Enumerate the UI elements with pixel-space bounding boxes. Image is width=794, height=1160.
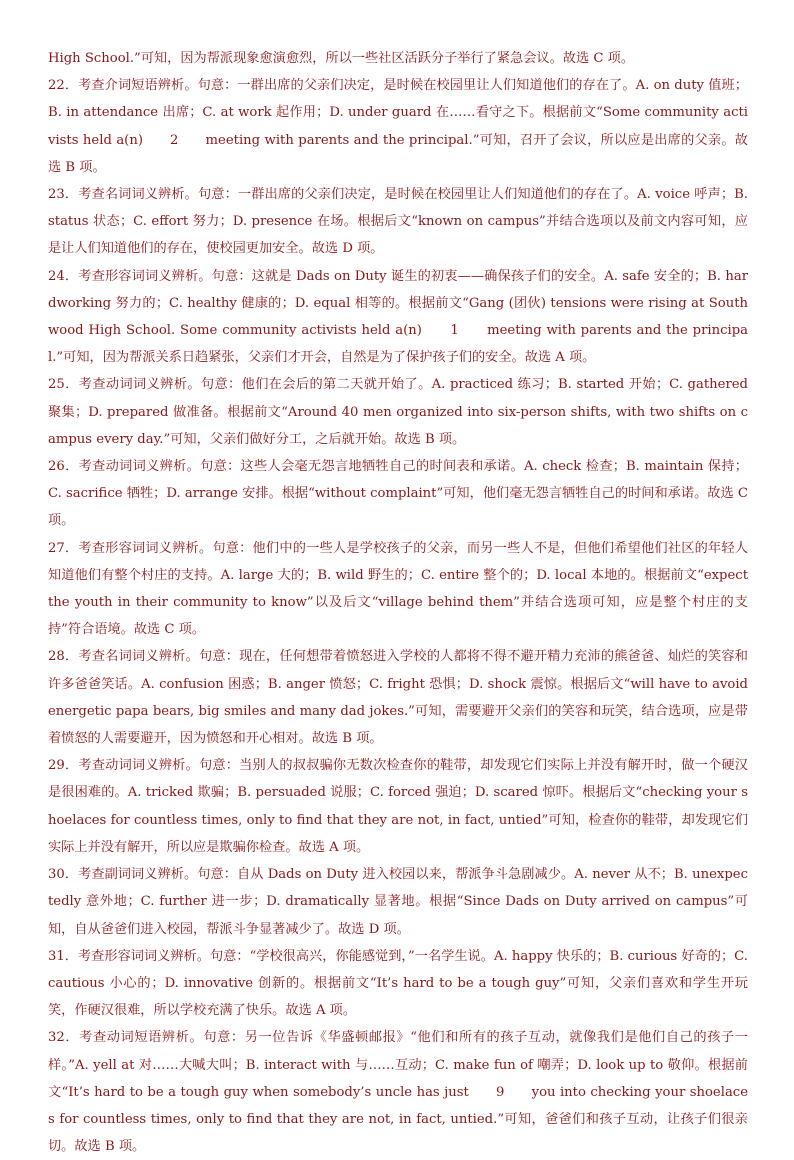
explanation-paragraph: 28．考查名词词义辨析。句意：现在，任何想带着愤怒进入学校的人都将不得不避开精力充沛的熊爸爸、灿烂的笑容和许多爸爸笑话。A. confusion 困惑；B. anger 愤怒；C. fright 恐惧；D. shock 震惊。根据后文“will have to avoid energetic papa bears, big smiles and many dad jokes.”可知，需要避开父亲们的笑容和玩笑，结合选项，应是带着愤怒的人需要避开，因为愤怒和开心相对。故选 B 项。	[48, 649, 748, 747]
explanation-paragraph: 24．考查形容词词义辨析。句意：这就是 Dads on Duty 诞生的初衷——确保孩子们的安全。A. safe 安全的；B. hardworking 努力的；C. healthy 健康的；D. equal 相等的。根据前文“Gang (团伙) tensions were rising at Southwood High School. Some community activists held a(n) 1 meeting with parents and the principal.”可知，因为帮派关系日趋紧张，父亲们才开会，自然是为了保护孩子们的安全。故选 A 项。	[48, 268, 748, 366]
explanation-paragraph: 27．考查形容词词义辨析。句意：他们中的一些人是学校孩子的父亲，而另一些人不是，但他们希望他们社区的年轻人知道他们有整个村庄的支持。A. large 大的；B. wild 野生的；C. entire 整个的；D. local 本地的。根据前文“expect the youth in their community to know”以及后文“village behind them”并结合选项可知，应是整个村庄的支持”符合语境。故选 C 项。	[48, 540, 748, 638]
explanation-paragraph: 23．考查名词词义辨析。句意：一群出席的父亲们决定，是时候在校园里让人们知道他们的存在了。A. voice 呼声；B. status 状态；C. effort 努力；D. presence 在场。根据后文“known on campus”并结合选项以及前文内容可知，应是让人们知道他们的存在，使校园更加安全。故选 D 项。	[48, 187, 748, 257]
explanation-paragraph: 31．考查形容词词义辨析。句意：“学校很高兴，你能感觉到，”一名学生说。A. happy 快乐的；B. curious 好奇的；C. cautious 小心的；D. innovative 创新的。根据前文“It’s hard to be a tough guy”可知，父亲们喜欢和学生开玩笑，作硬汉很难，所以学校充满了快乐。故选 A 项。	[48, 948, 748, 1019]
explanation-paragraph: 22．考查介词短语辨析。句意：一群出席的父亲们决定，是时候在校园里让人们知道他们的存在了。A. on duty 值班；B. in attendance 出席；C. at work 起作用；D. under guard 在……看守之下。根据前文“Some community activists held a(n) 2 meeting with parents and the principal.”可知，召开了会议，所以应是出席的父亲。故选 B 项。	[48, 78, 748, 175]
explanation-paragraph: 30．考查副词词义辨析。句意：自从 Dads on Duty 进入校园以来，帮派争斗急剧减少。A. never 从不；B. unexpectedly 意外地；C. further 进一步；D. dramatically 显著地。根据“Since Dads on Duty arrived on campus”可知，自从爸爸们进入校园，帮派斗争显著减少了。故选 D 项。	[48, 867, 748, 937]
explanation-paragraph: 26．考查动词词义辨析。句意：这些人会毫无怨言地牺牲自己的时间表和承诺。A. check 检查；B. maintain 保持；C. sacrifice 牺牲；D. arrange 安排。根据“without complaint”可知，他们毫无怨言牺牲自己的时间和承诺。故选 C 项。	[48, 459, 748, 529]
explanation-paragraph: 29．考查动词词义辨析。句意：当别人的叔叔骗你无数次检查你的鞋带，却发现它们实际上并没有解开时，做一个硬汉是很困难的。A. tricked 欺骗；B. persuaded 说服；C. forced 强迫；D. scared 惊吓。根据后文“checking your shoelaces for countless times, only to find that they are not, in fact, untied”可知，检查你的鞋带，却发现它们实际上并没有解开，所以应是欺骗你检查。故选 A 项。	[48, 758, 748, 855]
explanation-paragraph: 25．考查动词词义辨析。句意：他们在会后的第二天就开始了。A. practiced 练习；B. started 开始；C. gathered 聚集；D. prepared 做准备。根据前文“Around 40 men organized into six-person shifts, with two shifts on campus every day.”可知，父亲们做好分工，之后就开始。故选 B 项。	[48, 377, 748, 447]
explanation-paragraph: High School.”可知，因为帮派现象愈演愈烈，所以一些社区活跃分子举行了紧急会议。故选 C 项。	[48, 51, 635, 66]
explanation-paragraph: 32．考查动词短语辨析。句意：另一位告诉《华盛顿邮报》“他们和所有的孩子互动，就像我们是他们自己的孩子一样。”A. yell at 对……大喊大叫；B. interact with 与……互动；C. make fun of 嘲弄；D. look up to 敬仰。根据前文“It’s hard to be a tough guy when somebody’s uncle has just 9 you into checking your shoelaces for countless times, only to find that they are not, in fact, untied.”可知，爸爸们和孩子互动，让孩子们很亲切。故选 B 项。	[48, 1030, 748, 1155]
